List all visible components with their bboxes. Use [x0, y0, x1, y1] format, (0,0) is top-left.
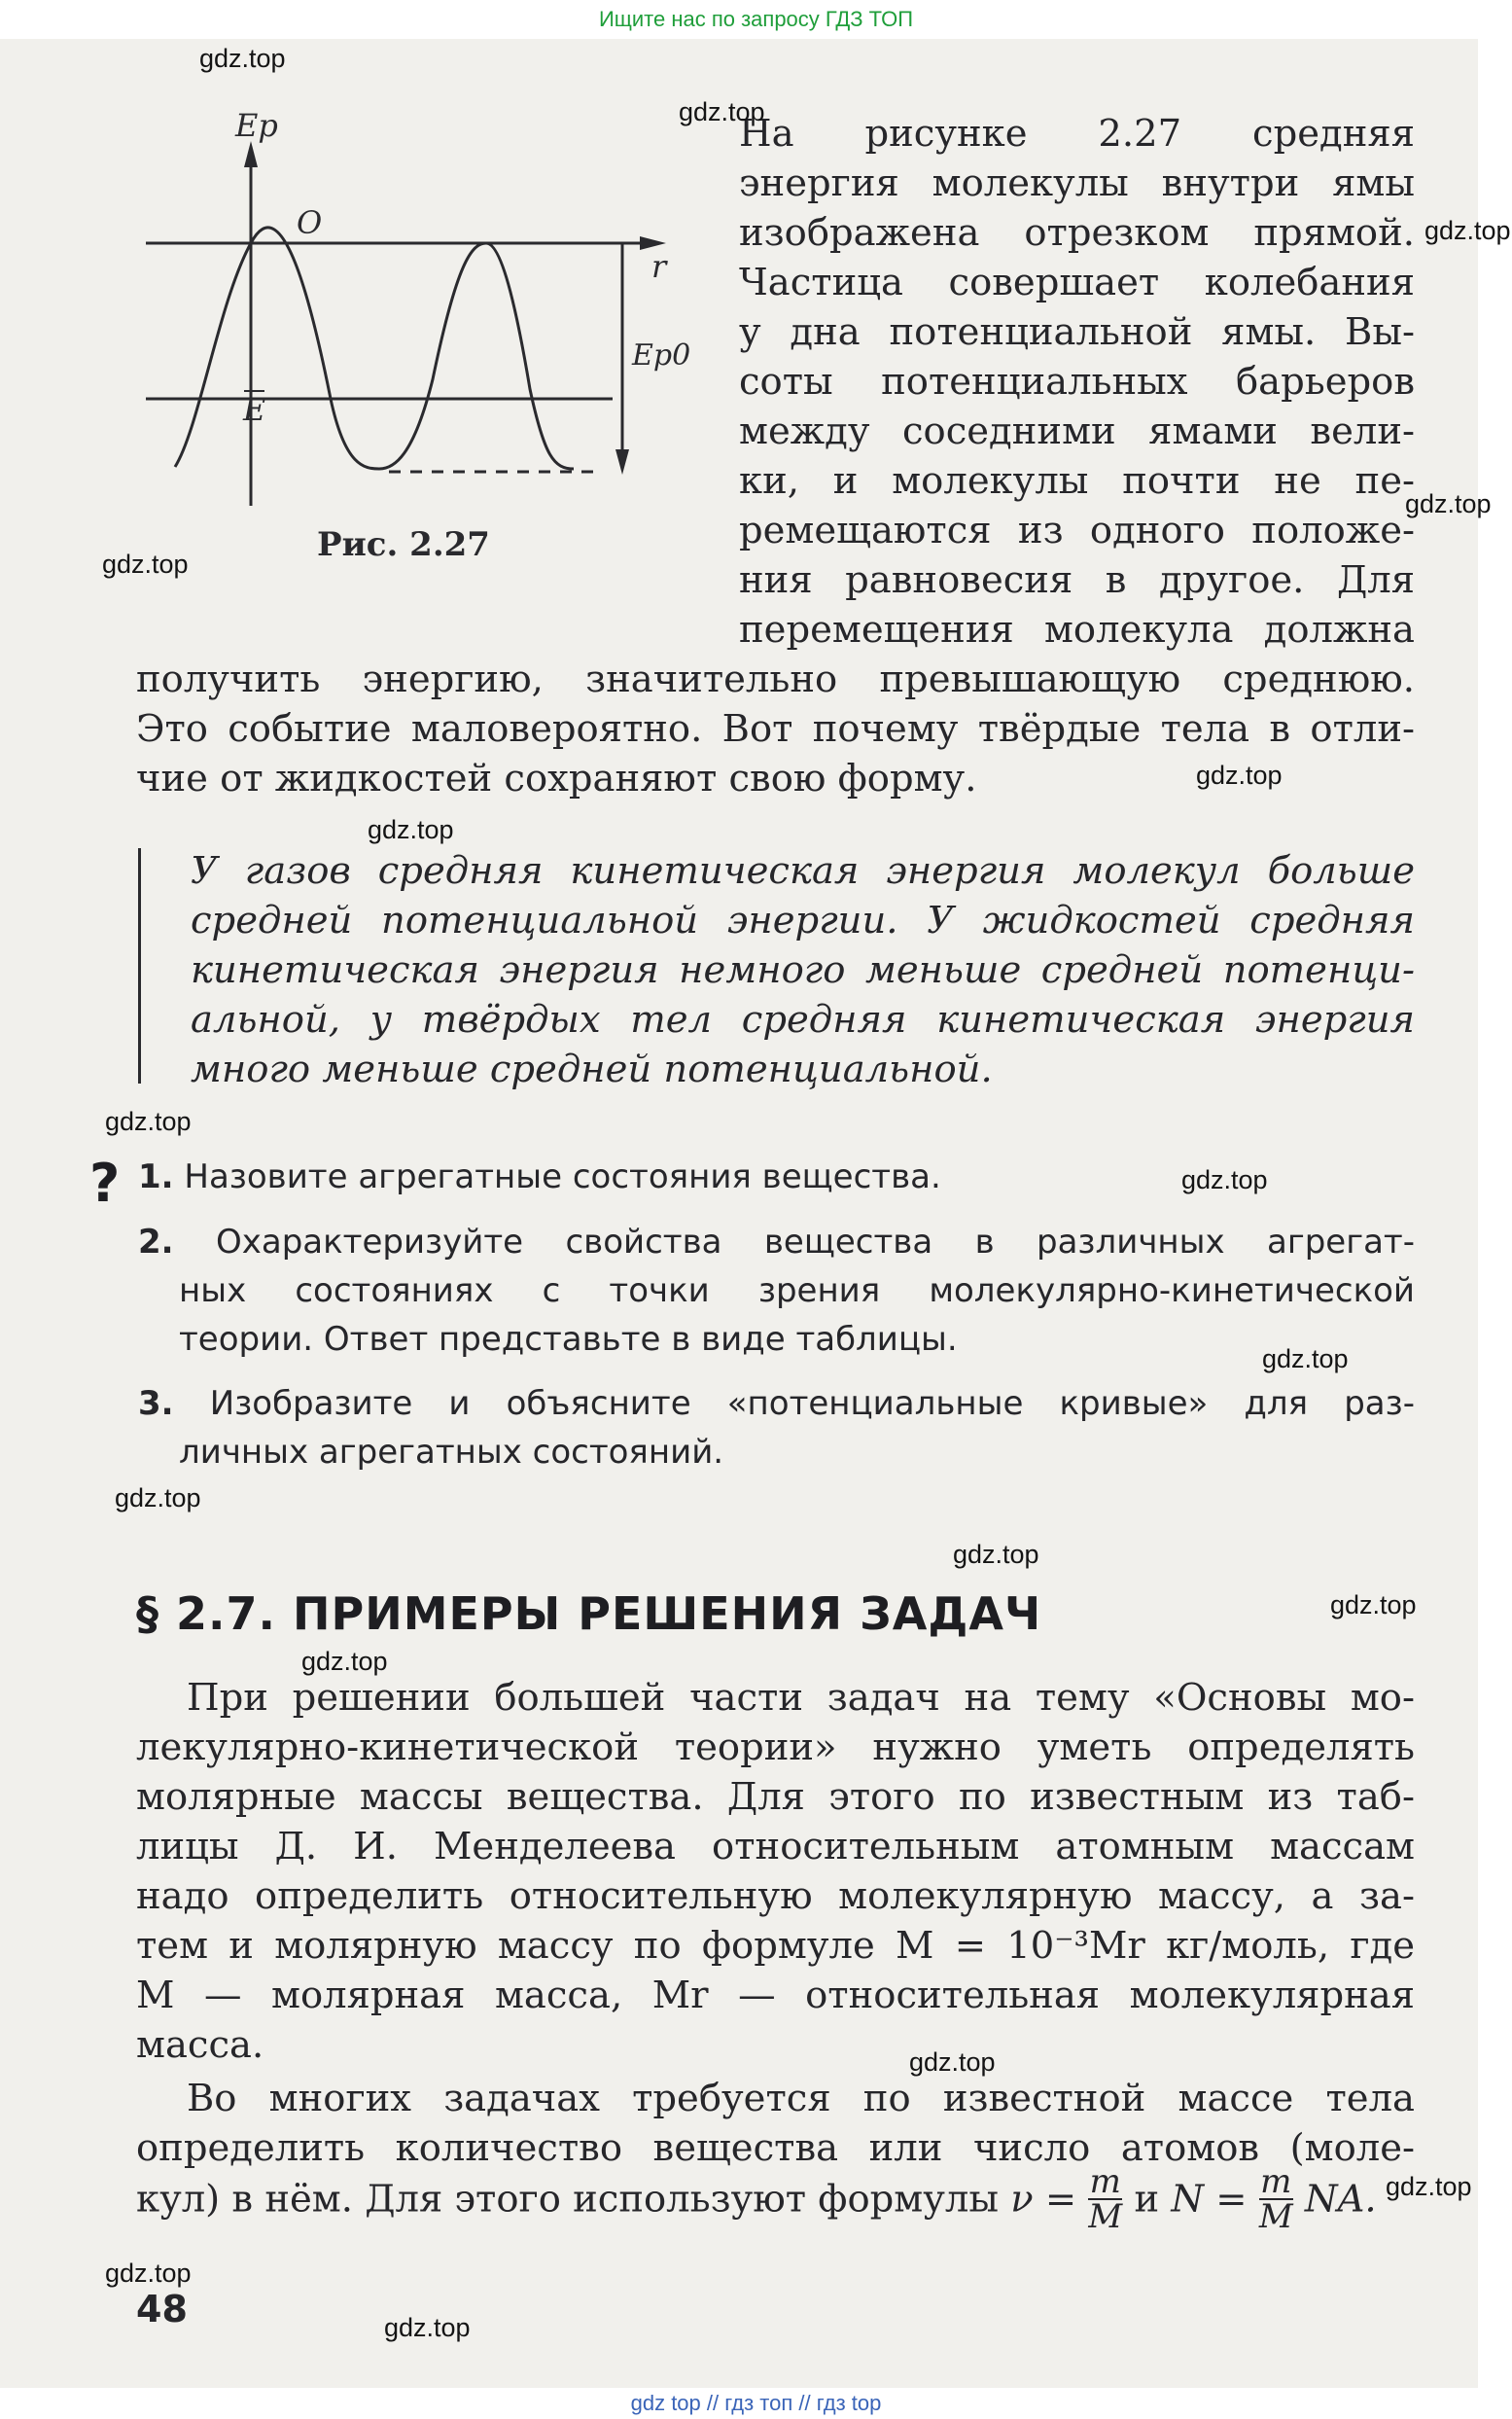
watermark: gdz.top — [368, 815, 454, 844]
potential-curve-figure — [146, 107, 690, 525]
question-text: Охарактеризуйте свойства вещества в различных агрегат- — [215, 1223, 1415, 1262]
text-line: M — молярная масса, Mr — относительная молекулярная — [136, 1974, 1415, 2017]
formula-na: NA. — [1304, 2177, 1377, 2222]
text-line: молярные массы вещества. Для этого по известным из таб- — [136, 1775, 1415, 1819]
question-number: 3. — [138, 1384, 174, 1423]
watermark: gdz.top — [1386, 2172, 1472, 2201]
site-banner[interactable]: Ищите нас по запросу ГДЗ ТОП — [0, 0, 1512, 39]
text-line: кинетическая энергия немного меньше средней потенци- — [191, 948, 1415, 992]
question-text: ных состояниях с точки зрения молекулярно-кинетической — [179, 1271, 1415, 1310]
question-text: теории. Ответ представьте в виде таблицы. — [179, 1320, 958, 1359]
text-line: ремещаются из одного положе- — [739, 509, 1415, 552]
text-line: соты потенциальных барьеров — [739, 360, 1415, 404]
text-line: Это событие маловероятно. Вот почему твёрдые тела в отли- — [136, 707, 1415, 751]
text-line: У газов средняя кинетическая энергия молекул больше — [191, 849, 1415, 893]
text-line: альной, у твёрдых тел средняя кинетическая энергия — [191, 998, 1415, 1042]
fraction-m-over-M: $\frac{m}{M}$ — [1258, 2162, 1293, 2236]
fraction-m-over-M: $\frac{m}{M}$ — [1088, 2162, 1123, 2236]
watermark: gdz.top — [199, 44, 286, 73]
formula-and: и — [1134, 2177, 1160, 2222]
text-line: между соседними ямами вели- — [739, 409, 1415, 453]
intro-text-column — [739, 109, 1415, 655]
ep-axis-label: Ep — [235, 107, 278, 144]
ep0-label: Ep0 — [632, 338, 690, 373]
question-3 — [138, 1379, 1415, 1476]
watermark: gdz.top — [105, 2259, 192, 2288]
watermark: gdz.top — [909, 2047, 996, 2077]
footer-banner[interactable]: gdz top // гдз топ // гдз top — [0, 2388, 1512, 2419]
watermark: gdz.top — [1196, 761, 1283, 790]
text-line: у дна потенциальной ямы. Вы- — [739, 310, 1415, 354]
text-line: На рисунке 2.27 средняя — [739, 112, 1415, 156]
text-line: тем и молярную массу по формуле M = 10⁻³Mr кг/моль, где — [136, 1924, 1415, 1968]
question-number: 2. — [138, 1223, 174, 1262]
text-line: лекулярно-кинетической теории» нужно уметь определять — [136, 1725, 1415, 1769]
question-2 — [138, 1218, 1415, 1364]
text-line: средней потенциальной энергии. У жидкостей средняя — [191, 899, 1415, 943]
text-line: изображена отрезком прямой. — [739, 211, 1415, 255]
watermark: gdz.top — [1424, 216, 1511, 245]
origin-label: O — [297, 204, 323, 241]
text-line: много меньше средней потенциальной. — [191, 1048, 993, 1091]
watermark: gdz.top — [102, 550, 189, 579]
section-heading: § 2.7. ПРИМЕРЫ РЕШЕНИЯ ЗАДАЧ — [136, 1587, 1042, 1640]
question-number: 1. — [138, 1157, 174, 1196]
watermark: gdz.top — [1405, 489, 1492, 518]
summary-margin-bar — [138, 848, 141, 1084]
text-line: получить энергию, значительно превышающую среднюю. — [136, 658, 1415, 701]
watermark: gdz.top — [1262, 1344, 1349, 1373]
text-line: Во многих задачах требуется по известной массе тела — [187, 2077, 1415, 2120]
formula-nu: ν = — [1010, 2177, 1077, 2222]
text-line: определить количество вещества или число атомов (моле- — [136, 2126, 1415, 2170]
watermark: gdz.top — [953, 1540, 1039, 1569]
text-line: Частица совершает колебания — [739, 261, 1415, 304]
text-line: надо определить относительную молекулярную массу, а за- — [136, 1874, 1415, 1918]
formula-line — [136, 2162, 1429, 2236]
text-line: чие от жидкостей сохраняют свою форму. — [136, 757, 977, 800]
page-number: 48 — [136, 2288, 188, 2330]
text-line: ния равновесия в другое. Для — [739, 558, 1415, 602]
question-text: Назовите агрегатные состояния вещества. — [184, 1157, 941, 1196]
watermark: gdz.top — [1330, 1590, 1417, 1619]
text-line: При решении большей части задач на тему «Основы мо- — [187, 1676, 1415, 1720]
summary-block — [191, 846, 1415, 1094]
watermark: gdz.top — [115, 1483, 201, 1512]
paragraph-molar-mass — [136, 1673, 1415, 2070]
watermark: gdz.top — [384, 2313, 471, 2342]
question-text: личных агрегатных состояний. — [179, 1433, 724, 1472]
watermark: gdz.top — [679, 97, 765, 126]
watermark: gdz.top — [105, 1107, 192, 1136]
formula-n: N = — [1171, 2177, 1248, 2222]
paragraph-amount-of-substance — [136, 2074, 1415, 2173]
text-line: кул) в нём. Для этого используют формулы — [136, 2177, 999, 2222]
question-text: Изобразите и объясните «потенциальные кривые» для раз- — [209, 1384, 1415, 1423]
page-right-margin — [1478, 39, 1512, 2388]
watermark: gdz.top — [301, 1647, 388, 1676]
text-line: лицы Д. И. Менделеева относительным атомным массам — [136, 1825, 1415, 1868]
question-mark-icon: ? — [89, 1153, 121, 1214]
figure-caption: Рис. 2.27 — [317, 525, 490, 564]
text-line: перемещения молекула должна — [739, 608, 1415, 652]
text-line: ки, и молекулы почти не пе- — [739, 459, 1415, 503]
text-line: энергия молекулы внутри ямы — [739, 161, 1415, 205]
watermark: gdz.top — [1181, 1165, 1268, 1194]
average-energy-label: E — [243, 391, 266, 428]
text-line: масса. — [136, 2023, 264, 2067]
r-axis-label: r — [651, 248, 667, 285]
